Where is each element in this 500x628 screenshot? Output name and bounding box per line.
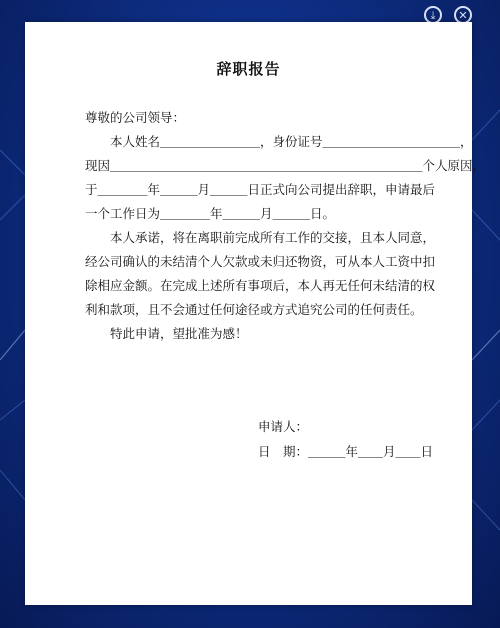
document-page — [25, 22, 486, 605]
body-line-2: 现因＿＿＿＿＿＿＿＿＿＿＿＿＿＿＿＿＿＿＿＿＿＿＿＿＿个人原因， — [85, 158, 486, 173]
date-line: 日 期：＿＿＿年＿＿月＿＿日 — [258, 444, 434, 459]
body-line-4: 一个工作日为＿＿＿＿年＿＿＿月＿＿＿日。 — [85, 206, 336, 221]
body-line-6: 经公司确认的未结清个人欠款或未归还物资，可从本人工资中扣 — [85, 254, 436, 269]
body-line-5: 本人承诺，将在离职前完成所有工作的交接，且本人同意， — [85, 230, 436, 245]
body-line-8: 利和款项，且不会通过任何途径或方式追究公司的任何责任。 — [85, 302, 423, 317]
body-line-9: 特此申请，望批准为感！ — [85, 326, 248, 341]
document-title: 辞职报告 — [216, 60, 281, 78]
salutation: 尊敬的公司领导： — [85, 110, 186, 125]
close-icon[interactable]: ✕ — [454, 6, 472, 24]
applicant-label: 申请人： — [258, 419, 309, 434]
body-line-1: 本人姓名＿＿＿＿＿＿＿＿，身份证号＿＿＿＿＿＿＿＿＿＿＿， — [85, 134, 473, 149]
body-line-3: 于＿＿＿＿年＿＿＿月＿＿＿日正式向公司提出辞职，申请最后 — [85, 182, 436, 197]
body-line-7: 除相应金额。在完成上述所有事项后，本人再无任何未结清的权 — [85, 278, 436, 293]
download-icon[interactable]: ⤓ — [424, 6, 442, 24]
